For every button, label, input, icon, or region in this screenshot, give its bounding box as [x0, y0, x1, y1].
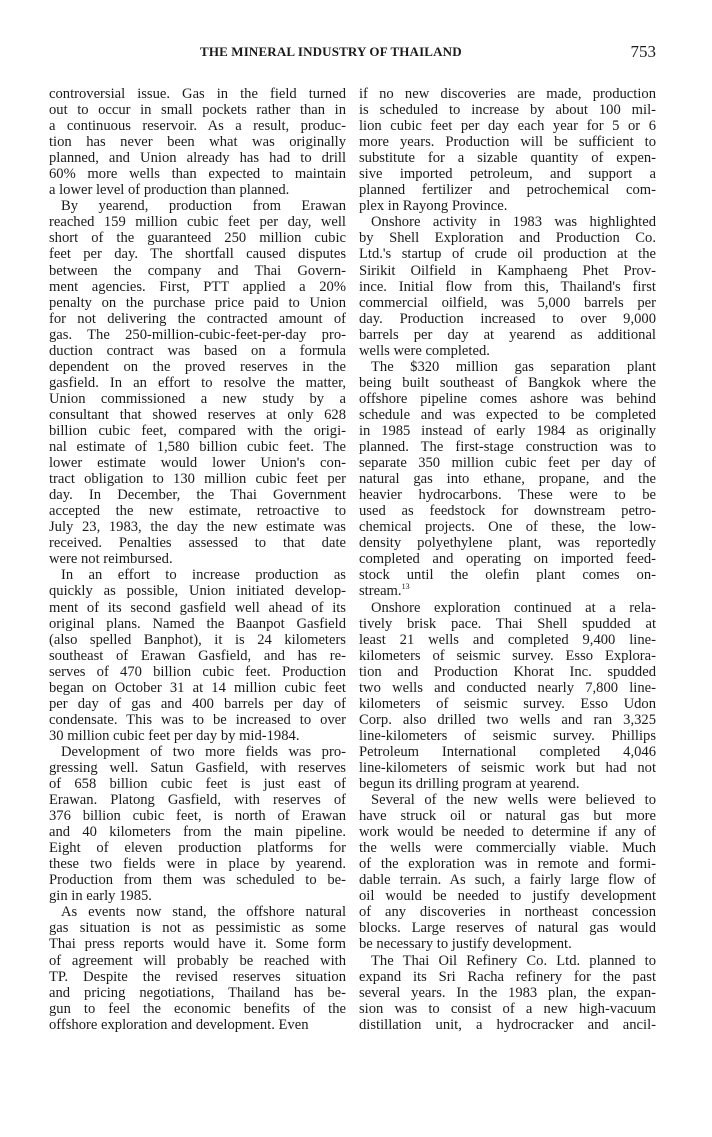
text-line: density polyethylene plant, was reportedly	[359, 535, 656, 552]
text-line: expand its Sri Racha refinery for the past	[359, 968, 656, 985]
text-line: nal estimate of 1,580 billion cubic feet. The	[49, 439, 346, 456]
text-line: 60% more wells than expected to maintain	[49, 166, 346, 183]
text-line: separate 350 million cubic feet per day of	[359, 455, 656, 472]
paragraph	[359, 600, 656, 793]
text-line: 30 million cubic feet per day by mid-1984.	[49, 727, 300, 744]
text-line: Ltd.'s startup of crude oil production at the	[359, 246, 656, 263]
text-line: By yearend, production from Erawan	[61, 198, 346, 215]
text-line: ince. Initial flow from this, Thailand's first	[359, 278, 656, 295]
text-line: gasfield. In an effort to resolve the matter,	[49, 374, 346, 391]
text-line: least 21 wells and completed 9,400 line-	[359, 631, 656, 648]
text-line: short of the guaranteed 250 million cubic	[49, 230, 346, 247]
text-line: Eight of eleven production platforms for	[49, 840, 346, 857]
text-line: Onshore exploration continued at a rela-	[371, 599, 656, 616]
text-line: feet per day. The shortfall caused disputes	[49, 246, 346, 263]
text-line: 376 billion cubic feet, is north of Erawan	[49, 808, 346, 825]
text-line: blocks. Large reserves of natural gas would	[359, 920, 656, 937]
text-line: of any discoveries in northeast concession	[359, 904, 656, 921]
page-number: 753	[630, 42, 656, 61]
text-line: wells were completed.	[359, 342, 490, 359]
text-line: Petroleum International completed 4,046	[359, 743, 656, 760]
text-line: tract obligation to 130 million cubic feet per	[49, 471, 346, 488]
text-line: the wells were commercially viable. Much	[359, 840, 656, 857]
text-line: natural gas into ethane, propane, and the	[359, 471, 656, 488]
paragraph	[359, 953, 656, 1033]
text-line: two wells and conducted nearly 7,800 line-	[359, 679, 656, 696]
text-line: Onshore activity in 1983 was highlighted	[371, 214, 656, 231]
paragraph	[359, 86, 656, 214]
text-line: used as feedstock for downstream petro-	[359, 503, 656, 520]
text-line: being built southeast of Bangkok where the	[359, 374, 656, 391]
text-line: gas situation is not as pessimistic as some	[49, 920, 346, 937]
text-line: by Shell Exploration and Production Co.	[359, 230, 656, 247]
text-line: dependent on the proved reserves in the	[49, 358, 346, 375]
text-line: line-kilometers of seismic work but had not	[359, 759, 656, 776]
footnote-marker: 13	[401, 582, 410, 592]
paragraph	[49, 198, 346, 567]
text-line: per day of gas and 400 barrels per day of	[49, 695, 346, 712]
text-line: penalty on the purchase price paid to Union	[49, 294, 346, 311]
text-line: billion cubic feet, compared with the origi-	[49, 422, 346, 439]
text-line: distillation unit, a hydrocracker and ancil-	[359, 1016, 656, 1033]
text-line: were not reimbursed.	[49, 551, 173, 568]
text-line: these two fields were in place by yearend.	[49, 856, 346, 873]
text-line: original plans. Named the Baanpot Gasfield	[49, 615, 346, 632]
text-line: gun to feel the economic benefits of the	[49, 1000, 346, 1017]
text-line: a continuous reservoir. As a result, produc-	[49, 118, 346, 135]
left-text-column	[49, 86, 346, 1033]
text-line: stock until the olefin plant comes on-	[359, 567, 656, 584]
text-line: July 23, 1983, the day the new estimate was	[49, 519, 346, 536]
text-line: (also spelled Banphot), it is 24 kilometers	[49, 631, 346, 648]
text-line: duction contract was based on a formula	[49, 342, 346, 359]
text-line: completed and operating on imported feed-	[359, 551, 656, 568]
paragraph	[359, 214, 656, 358]
text-line: commercial oilfield, was 5,000 barrels per	[359, 294, 656, 311]
text-line: Erawan. Platong Gasfield, with reserves of	[49, 792, 346, 809]
paragraph	[49, 86, 346, 198]
text-line: substitute for a sizable quantity of expen-	[359, 150, 656, 167]
text-line: In an effort to increase production as	[61, 567, 346, 584]
text-line: kilometers of seismic survey. Esso Udon	[359, 695, 656, 712]
text-line: plex in Rayong Province.	[359, 198, 508, 215]
text-line: Thai press reports would have it. Some form	[49, 936, 346, 953]
text-line: several years. In the 1983 plan, the expan-	[359, 984, 656, 1001]
text-line: heavier hydrocarbons. These were to be	[359, 487, 656, 504]
text-line: controversial issue. Gas in the field turned	[49, 86, 346, 102]
text-line: is scheduled to increase by about 100 mil-	[359, 102, 656, 119]
text-line: be necessary to justify development.	[359, 936, 572, 953]
text-line: in 1985 instead of early 1984 as originally	[359, 422, 656, 439]
text-line: planned fertilizer and petrochemical com-	[359, 182, 656, 199]
text-line: Production from them was scheduled to be-	[49, 872, 346, 889]
text-line: a lower level of production than planned.	[49, 182, 290, 199]
text-line: kilometers of seismic survey. Esso Explora-	[359, 647, 656, 664]
text-line: Development of two more fields was pro-	[61, 743, 346, 760]
text-line: Several of the new wells were believed to	[371, 792, 656, 809]
text-line: TP. Despite the revised reserves situation	[49, 968, 346, 985]
text-line: quickly as possible, Union initiated develop-	[49, 583, 346, 600]
right-text-column	[359, 86, 656, 1033]
text-line: Sirikit Oilfield in Kamphaeng Phet Prov-	[359, 262, 656, 279]
text-line: begun its drilling program at yearend.	[359, 776, 580, 793]
text-line: As events now stand, the offshore natural	[61, 904, 346, 921]
text-line: condensate. This was to be increased to over	[49, 711, 346, 728]
text-line: planned. The first-stage construction was to	[359, 439, 656, 456]
text-line: reached 159 million cubic feet per day, well	[49, 214, 346, 231]
text-line: of 658 billion cubic feet is just east of	[49, 776, 346, 793]
text-line: barrels per day at yearend as additional	[359, 326, 656, 343]
text-line: offshore pipeline comes ashore was behind	[359, 390, 656, 407]
text-line: Union commissioned a new study by a	[49, 390, 346, 407]
paragraph	[359, 359, 656, 600]
paragraph	[359, 792, 656, 952]
text-line: for not delivering the contracted amount of	[49, 310, 346, 327]
text-line: sion was to consist of a new high-vacuum	[359, 1000, 656, 1017]
paragraph	[49, 744, 346, 904]
text-line: out to occur in small pockets rather than in	[49, 102, 346, 119]
text-line: oil would be needed to justify development	[359, 888, 656, 905]
text-line: southeast of Erawan Gasfield, and has re-	[49, 647, 346, 664]
text-line: chemical projects. One of these, the low-	[359, 519, 656, 536]
text-line: and pricing negotiations, Thailand has be-	[49, 984, 346, 1001]
text-line: more years. Production will be sufficient to	[359, 134, 656, 151]
text-line: gas. The 250-million-cubic-feet-per-day pro-	[49, 326, 346, 343]
text-line: accepted the new estimate, retroactive to	[49, 503, 346, 520]
text-line: serves of 470 billion cubic feet. Production	[49, 663, 346, 680]
paragraph	[49, 904, 346, 1032]
text-line: gressing well. Satun Gasfield, with reserves	[49, 759, 346, 776]
text-line: Corp. also drilled two wells and ran 3,325	[359, 711, 656, 728]
text-line: if no new discoveries are made, production	[359, 86, 656, 102]
text-line: received. Penalties assessed to that date	[49, 535, 346, 552]
text-line: gin in early 1985.	[49, 888, 152, 905]
text-line: sive imported petroleum, and support a	[359, 166, 656, 183]
text-line: tion and Production Khorat Inc. spudded	[359, 663, 656, 680]
text-line: and 40 kilometers from the main pipeline.	[49, 824, 346, 841]
text-line: planned, and Union already has had to drill	[49, 150, 346, 167]
text-line: The Thai Oil Refinery Co. Ltd. planned to	[371, 952, 656, 969]
text-line: of agreement will probably be reached with	[49, 952, 346, 969]
text-line: ment of its second gasfield well ahead of its	[49, 599, 346, 616]
text-line: consultant that showed reserves at only 628	[49, 406, 346, 423]
text-line: day. Production increased to over 9,000	[359, 310, 656, 327]
text-line: lower estimate would lower Union's con-	[49, 455, 346, 472]
text-line: tion has never been what was originally	[49, 134, 346, 151]
text-line: stream.$^{13}$	[359, 582, 410, 600]
text-line: dable terrain. As such, a fairly large flow of	[359, 872, 656, 889]
text-line: lion cubic feet per day each year for 5 or 6	[359, 118, 656, 135]
text-line: schedule and was expected to be completed	[359, 406, 656, 423]
text-line: of the exploration was in remote and formi-	[359, 856, 656, 873]
text-line: between the company and Thai Govern-	[49, 262, 346, 279]
text-line: tively brisk pace. Thai Shell spudded at	[359, 615, 656, 632]
running-header-title: THE MINERAL INDUSTRY OF THAILAND	[200, 44, 462, 59]
text-line: have struck oil or natural gas but more	[359, 808, 656, 825]
text-line: line-kilometers of seismic survey. Phillips	[359, 727, 656, 744]
text-line: ment agencies. First, PTT applied a 20%	[49, 278, 346, 295]
text-line: The $320 million gas separation plant	[371, 358, 656, 375]
text-line: day. In December, the Thai Government	[49, 487, 346, 504]
paragraph	[49, 567, 346, 744]
text-line: work would be needed to determine if any of	[359, 824, 656, 841]
text-line: offshore exploration and development. Even	[49, 1016, 309, 1033]
text-line: began on October 31 at 14 million cubic feet	[49, 679, 346, 696]
